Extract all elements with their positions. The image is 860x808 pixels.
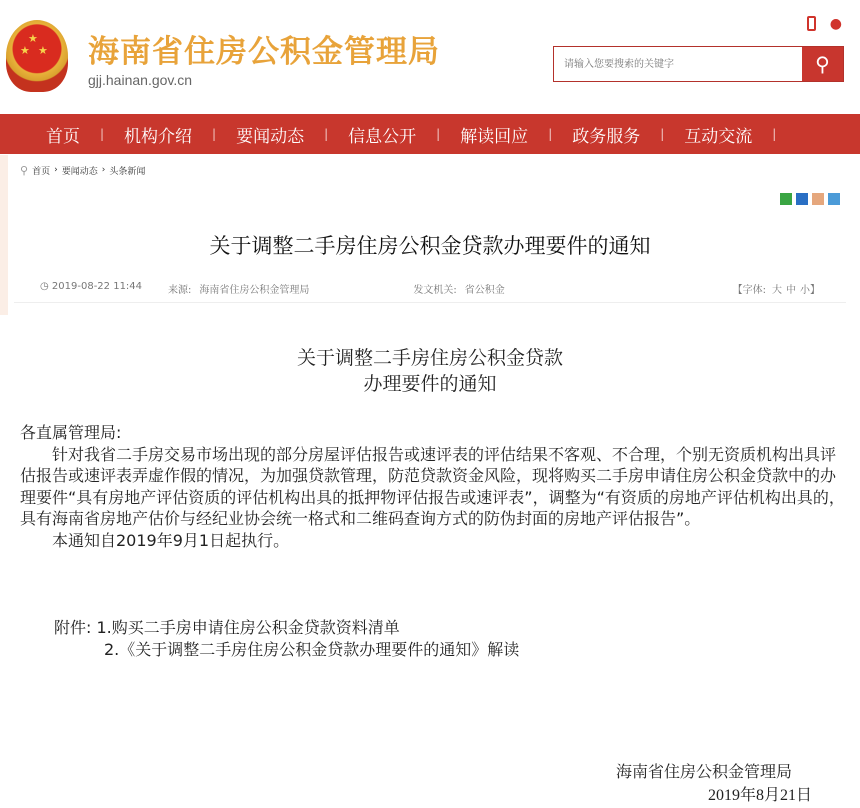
font-small[interactable]: 小	[800, 285, 810, 296]
font-size-close: 】	[810, 285, 820, 296]
share-bar	[780, 193, 840, 205]
source: 海南省住房公积金管理局	[199, 285, 310, 296]
search-input[interactable]	[554, 47, 802, 81]
clock-icon: ◷	[40, 281, 52, 292]
renren-share-icon[interactable]	[796, 193, 808, 205]
issuer: 省公积金	[464, 285, 505, 296]
font-large[interactable]: 大	[772, 285, 782, 296]
nav-disclosure[interactable]: 信息公开	[348, 126, 417, 147]
nav-interpretation[interactable]: 解读回应	[460, 126, 529, 147]
main-nav: 首页 | 机构介绍 | 要闻动态 | 信息公开 | 解读回应 | 政务服务 | 互动交流 |	[0, 114, 860, 154]
document-title-line1: 关于调整二手房住房公积金贷款	[296, 347, 563, 369]
paragraph: 本通知自2019年9月1日起执行。	[52, 530, 290, 550]
site-header	[0, 0, 860, 114]
breadcrumb-headline[interactable]: 头条新闻	[109, 166, 146, 177]
nav-news[interactable]: 要闻动态	[236, 126, 305, 147]
weibo-share-icon[interactable]	[812, 193, 824, 205]
document-title-line2: 办理要件的通知	[363, 373, 497, 395]
sign-date: 2019年8月21日	[707, 787, 812, 804]
search-box	[553, 46, 844, 82]
font-medium[interactable]: 中	[786, 285, 796, 296]
source-label: 来源:	[168, 285, 192, 296]
search-icon: ⚲	[815, 53, 830, 76]
site-title[interactable]: 海南省住房公积金管理局	[88, 34, 440, 70]
document-title	[0, 345, 860, 397]
site-url: gjj.hainan.gov.cn	[88, 72, 193, 88]
mobile-icon[interactable]	[807, 16, 816, 31]
signer: 海南省住房公积金管理局	[615, 762, 792, 781]
document-body	[20, 422, 850, 551]
attachment-link[interactable]: 2.《关于调整二手房住房公积金贷款办理要件的通知》解读	[104, 640, 520, 659]
paragraph: 针对我省二手房交易市场出现的部分房屋评估报告或速评表的评估结果不客观、不合理，个别无资质机构出具评估报告或速评表弄虚作假的情况，为加强贷款管理，防范贷款资金风险，现将购买二手房申请住房公积金贷款中的办理要件“具有房地产评估资质的评估机构出具的抵押物评估报告或速评表”，调整为“有资质的房地产评估机构出具的，具有海南省房地产估价与经纪业协会统一格式和二维码查询方式的防伪封面的房地产评估报告”。	[20, 444, 845, 528]
attachment-link[interactable]: 1.购买二手房申请住房公积金贷款资料清单	[96, 618, 400, 637]
article-title: 关于调整二手房住房公积金贷款办理要件的通知	[209, 234, 651, 258]
qzone-share-icon[interactable]	[828, 193, 840, 205]
publish-time: 2019-08-22 11:44	[51, 281, 143, 292]
signature	[615, 760, 812, 808]
national-emblem-logo: ★ ★ ★	[6, 20, 68, 92]
article-meta	[40, 281, 820, 296]
nav-home[interactable]: 首页	[46, 126, 80, 147]
nav-interaction[interactable]: 互动交流	[684, 126, 753, 147]
attachments	[54, 617, 519, 661]
nav-about[interactable]: 机构介绍	[124, 126, 193, 147]
nav-services[interactable]: 政务服务	[572, 126, 641, 147]
font-size-label: 【字体:	[732, 285, 766, 296]
wechat-icon[interactable]: ●	[829, 16, 842, 32]
breadcrumb-home[interactable]: 首页	[32, 166, 51, 177]
location-icon: ⚲	[20, 163, 29, 177]
wechat-share-icon[interactable]	[780, 193, 792, 205]
issuer-label: 发文机关:	[413, 285, 457, 296]
breadcrumb-news[interactable]: 要闻动态	[61, 166, 98, 177]
divider	[14, 302, 846, 303]
breadcrumb: ⚲ 首页 › 要闻动态 › 头条新闻	[20, 163, 146, 177]
search-button[interactable]	[802, 47, 843, 81]
attachments-label: 附件:	[54, 618, 92, 637]
salutation: 各直属管理局:	[20, 423, 122, 442]
